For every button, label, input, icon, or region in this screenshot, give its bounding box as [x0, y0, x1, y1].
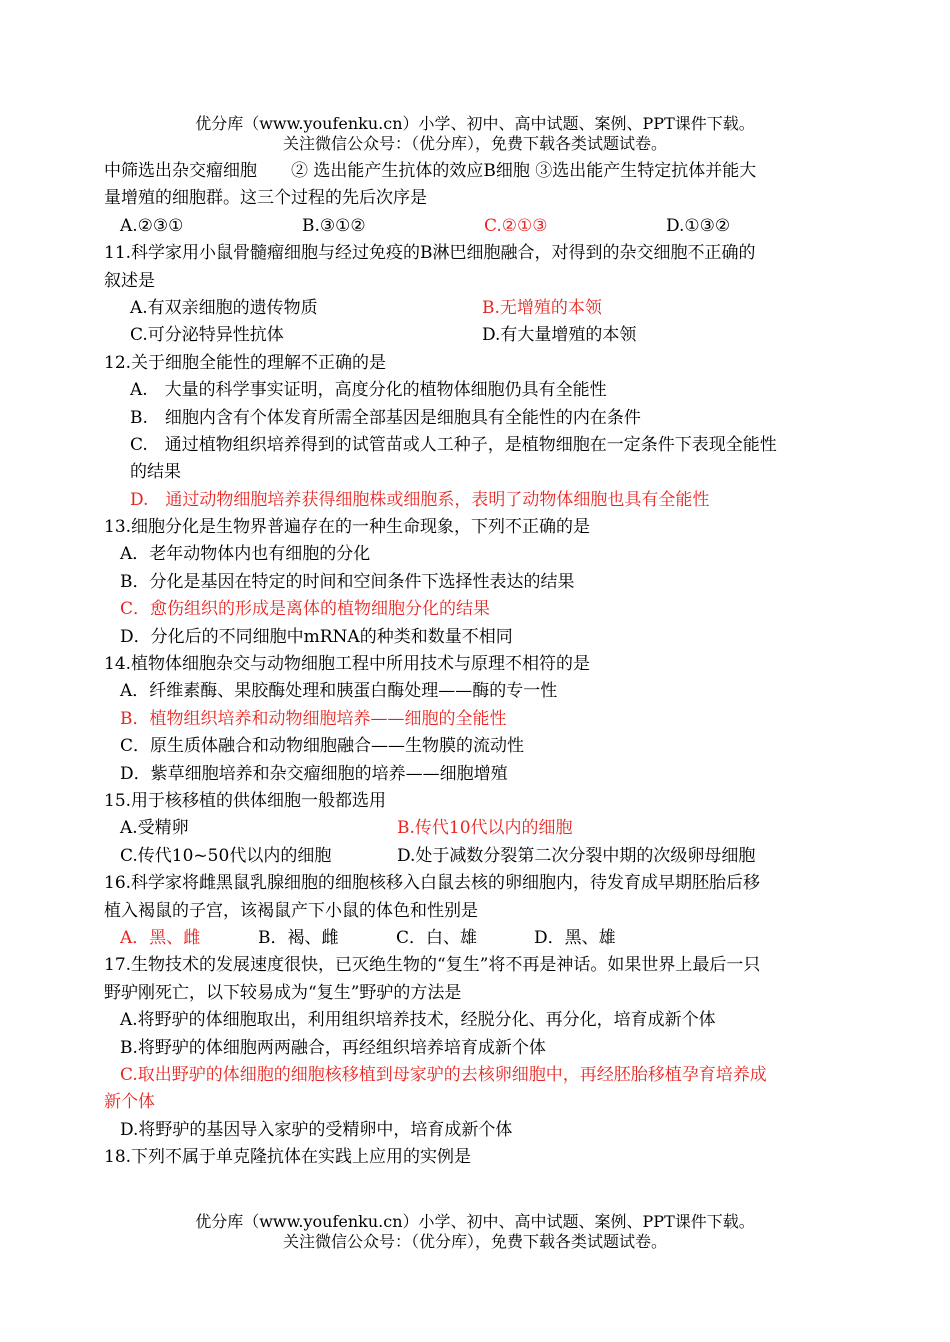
q15-option-a: A.受精卵	[120, 818, 189, 839]
q16-option-d: D．黑、雄	[534, 927, 616, 948]
q15-option-c: C.传代10~50代以内的细胞	[120, 845, 332, 866]
q12-option-d-answer: D. 通过动物细胞培养获得细胞株或细胞系，表明了动物体细胞也具有全能性	[130, 489, 710, 510]
q16-option-c: C．白、雄	[396, 927, 478, 948]
q15-options-row-2	[104, 843, 852, 870]
q17-option-d: D.将野驴的基因导入家驴的受精卵中，培育成新个体	[120, 1119, 513, 1140]
q17-option-c-answer-line-2: 新个体	[104, 1092, 155, 1113]
q16-option-a-answer: A．黑、雌	[120, 927, 201, 948]
q15-option-d: D.处于减数分裂第二次分裂中期的次级卵母细胞	[397, 845, 756, 866]
q12-stem: 12.关于细胞全能性的理解不正确的是	[104, 352, 387, 373]
header-line-2: 关注微信公众号：（优分库），免费下载各类试题试卷。	[282, 134, 667, 153]
footer-line-2: 关注微信公众号：（优分库），免费下载各类试题试卷。	[282, 1232, 667, 1251]
q10-option-b: B.③①②	[302, 215, 366, 236]
q17-option-a: A.将野驴的体细胞取出，利用组织培养技术，经脱分化、再分化，培育成新个体	[120, 1010, 716, 1031]
q10-continuation-line-1: 中筛选出杂交瘤细胞 ② 选出能产生抗体的效应B细胞 ③选出能产生特定抗体并能大	[104, 161, 757, 181]
q16-stem-line-2: 植入褐鼠的子宫，该褐鼠产下小鼠的体色和性别是	[104, 900, 478, 921]
q10-continuation-line-2: 量增殖的细胞群。这三个过程的先后次序是	[104, 188, 427, 209]
footer-line-1: 优分库（www.youfenku.cn）小学、初中、高中试题、案例、PPT课件下载。	[195, 1212, 755, 1231]
q12-option-c-line-1: C. 通过植物组织培养得到的试管苗或人工种子，是植物细胞在一定条件下表现全能性	[130, 434, 777, 455]
q11-option-b-answer: B.无增殖的本领	[482, 297, 602, 318]
q13-stem: 13.细胞分化是生物界普遍存在的一种生命现象，下列不正确的是	[104, 517, 591, 538]
q13-option-b: B．分化是基因在特定的时间和空间条件下选择性表达的结果	[120, 571, 575, 592]
q13-option-a: A．老年动物体内也有细胞的分化	[120, 544, 371, 565]
q18-stem: 18.下列不属于单克隆抗体在实践上应用的实例是	[104, 1147, 472, 1168]
q14-option-d: D．紫草细胞培养和杂交瘤细胞的培养——细胞增殖	[120, 763, 508, 784]
q12-option-c-line-2: 的结果	[130, 462, 181, 483]
q14-option-b-answer: B．植物组织培养和动物细胞培养——细胞的全能性	[120, 708, 507, 729]
q14-option-c: C．原生质体融合和动物细胞融合——生物膜的流动性	[120, 736, 525, 757]
q17-stem-line-1: 17.生物技术的发展速度很快，已灭绝生物的“复生”将不再是神话。如果世界上最后一只	[104, 955, 761, 976]
question-content	[104, 158, 852, 1171]
q11-stem-line-2: 叙述是	[104, 270, 155, 291]
q11-stem-line-1: 11.科学家用小鼠骨髓瘤细胞与经过免疫的B淋巴细胞融合，对得到的杂交细胞不正确的	[104, 243, 756, 264]
q10-option-d: D.①③②	[666, 215, 731, 236]
q16-option-b: B．褐、雌	[258, 927, 339, 948]
q14-option-a: A．纤维素酶、果胶酶处理和胰蛋白酶处理——酶的专一性	[120, 681, 558, 702]
q17-option-c-answer-line-1: C.取出野驴的体细胞的细胞核移植到母家驴的去核卵细胞中，再经胚胎移植孕育培养成	[120, 1064, 767, 1085]
q12-option-a: A. 大量的科学事实证明，高度分化的植物体细胞仍具有全能性	[130, 380, 607, 401]
q14-stem: 14.植物体细胞杂交与动物细胞工程中所用技术与原理不相符的是	[104, 654, 591, 675]
q11-option-c: C.可分泌特异性抗体	[130, 325, 284, 346]
q10-options	[104, 213, 852, 240]
q11-option-d: D.有大量增殖的本领	[482, 325, 637, 346]
q13-option-c-answer: C．愈伤组织的形成是离体的植物细胞分化的结果	[120, 599, 491, 620]
q15-options-row-1	[104, 815, 852, 842]
page-header	[0, 114, 950, 154]
q11-option-a: A.有双亲细胞的遗传物质	[130, 297, 318, 318]
q11-options-row-2	[104, 322, 852, 349]
q10-option-a: A.②③①	[120, 215, 184, 236]
q17-option-b: B.将野驴的体细胞两两融合，再经组织培养培育成新个体	[120, 1037, 546, 1058]
q15-stem: 15.用于核移植的供体细胞一般都选用	[104, 790, 387, 811]
q16-stem-line-1: 16.科学家将雌黑鼠乳腺细胞的细胞核移入白鼠去核的卵细胞内，待发育成早期胚胎后移	[104, 873, 761, 894]
page-footer	[0, 1212, 950, 1252]
q11-options-row-1	[104, 295, 852, 322]
q12-option-b: B. 细胞内含有个体发育所需全部基因是细胞具有全能性的内在条件	[130, 407, 641, 428]
q13-option-d: D．分化后的不同细胞中mRNA的种类和数量不相同	[120, 626, 513, 647]
header-line-1: 优分库（www.youfenku.cn）小学、初中、高中试题、案例、PPT课件下载。	[195, 114, 755, 133]
q16-options	[104, 925, 852, 952]
q17-stem-line-2: 野驴刚死亡，以下较易成为“复生”野驴的方法是	[104, 982, 462, 1003]
q15-option-b-answer: B.传代10代以内的细胞	[397, 818, 573, 839]
q10-option-c-answer: C.②①③	[484, 215, 548, 236]
